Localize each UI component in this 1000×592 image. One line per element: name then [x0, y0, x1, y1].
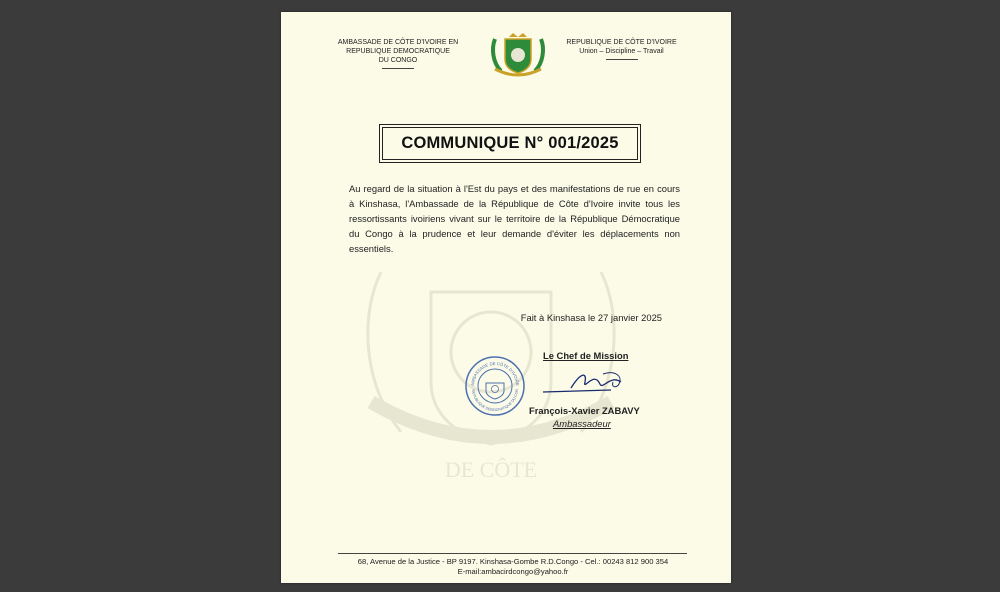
footer-divider — [338, 553, 687, 554]
header-divider — [382, 68, 414, 69]
footer-contact — [333, 557, 693, 577]
republic-header — [549, 38, 694, 60]
embassy-line-2: REPUBLIQUE DEMOCRATIQUE — [346, 48, 450, 55]
footer-address: 68, Avenue de la Justice - BP 9197. Kinshasa-Gombe R.D.Congo - Cel.: 00243 812 900 354 — [357, 557, 669, 566]
republic-motto: Union – Discipline – Travail — [579, 48, 664, 55]
signatory-title: Le Chef de Mission — [543, 350, 629, 361]
footer-email: E-mail:ambacirdcongo@yahoo.fr — [457, 567, 569, 576]
embassy-header — [333, 38, 463, 69]
handwritten-signature — [541, 368, 636, 398]
embassy-seal-stamp — [464, 355, 526, 417]
coat-of-arms-icon — [489, 31, 547, 79]
embassy-line-3: DU CONGO — [378, 57, 418, 64]
communique-page — [281, 12, 731, 583]
signatory-name: François-Xavier ZABAVY — [529, 405, 640, 416]
place-date: Fait à Kinshasa le 27 janvier 2025 — [520, 312, 662, 323]
watermark-text: DE CÔTE — [444, 457, 538, 482]
communique-title: COMMUNIQUE N° 001/2025 — [382, 127, 638, 160]
seal-bottom-text: REPUBLIQUE DEMOCRATIQUE DU CON — [471, 388, 519, 413]
republic-name: REPUBLIQUE DE CÔTE D'IVOIRE — [566, 39, 677, 46]
communique-body: Au regard de la situation à l'Est du pays et des manifestations de rue en cours à Kinshasa, l'Ambassade de la République de Côte d'Ivoire invite tous les ressortissants ivoiriens vivant sur le territoire de la République Démocratique du Congo à la prudence et leur demande d'éviter les déplacements non essentiels. — [349, 183, 680, 254]
header-divider — [606, 59, 638, 60]
seal-top-text: AMBASSADE DE CÔTE D'IVOIRE — [469, 360, 521, 386]
embassy-line-1: AMBASSADE DE CÔTE D'IVOIRE EN — [337, 39, 459, 46]
signatory-role: Ambassadeur — [553, 418, 611, 429]
